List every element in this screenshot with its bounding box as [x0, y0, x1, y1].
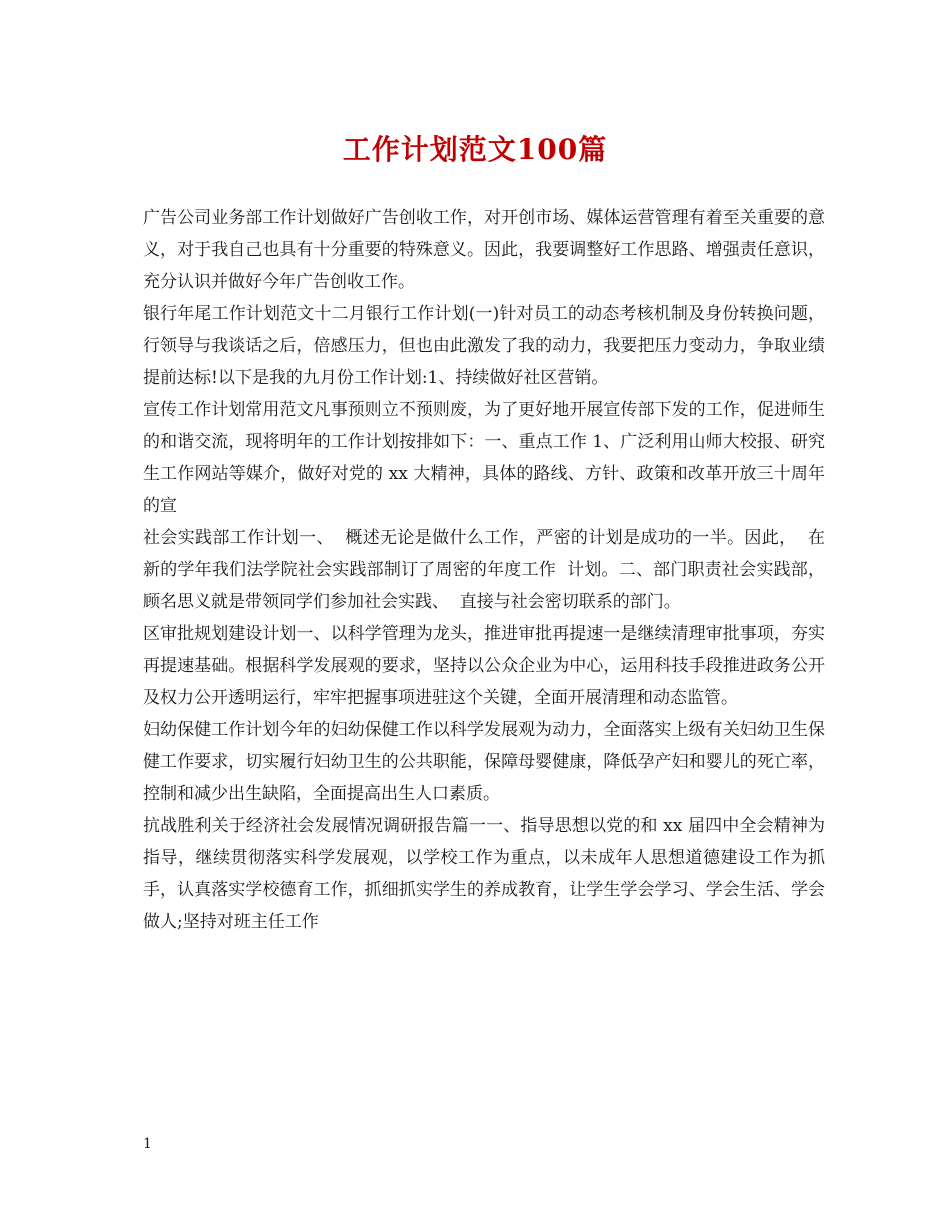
paragraph-bank-plan: 银行年尾工作计划范文十二月银行工作计划(一)针对员工的动态考核机制及身份转换问题，行领导与我谈话之后，倍感压力，但也由此激发了我的动力，我要把压力变动力，争取业绩提前达标!以下是我的九月份工作计划:1、持续做好社区营销。 [143, 304, 825, 388]
paragraph-research-report: 抗战胜利关于经济社会发展情况调研报告篇一一、指导思想以党的和 xx 届四中全会精神为指导，继续贯彻落实科学发展观，以学校工作为重点，以未成年人思想道德建设工作为抓手，认真落实学校德育工作，抓细抓实学生的养成教育，让学生学会学习、学会生活、学会做人;坚持对班主任工作 [143, 816, 825, 932]
paragraph-ad-company-plan: 广告公司业务部工作计划做好广告创收工作，对开创市场、媒体运营管理有着至关重要的意义，对于我自己也具有十分重要的特殊意义。因此，我要调整好工作思路、增强责任意识，充分认识并做好今年广告创收工作。 [143, 208, 825, 292]
paragraph-social-practice-plan: 社会实践部工作计划一、 概述无论是做什么工作，严密的计划是成功的一半。因此， 在新的学年我们法学院社会实践部制订了周密的年度工作 计划。二、部门职责社会实践部，顾名思义就是带领同学们参加社会实践、 直接与社会密切联系的部门。 [143, 528, 825, 612]
document-body [143, 202, 825, 938]
paragraph-publicity-plan: 宣传工作计划常用范文凡事预则立不预则废，为了更好地开展宣传部下发的工作，促进师生的和谐交流，现将明年的工作计划按排如下：一、重点工作 1、广泛利用山师大校报、研究生工作网站等媒介，做好对党的 xx 大精神，具体的路线、方针、政策和改革开放三十周年的宣 [143, 400, 825, 516]
document-title: 工作计划范文100篇 [342, 133, 608, 166]
paragraph-approval-planning: 区审批规划建设计划一、以科学管理为龙头，推进审批再提速一是继续清理审批事项，夯实再提速基础。根据科学发展观的要求，坚持以公众企业为中心，运用科技手段推进政务公开及权力公开透明运行，牢牢把握事项进驻这个关键，全面开展清理和动态监管。 [143, 624, 825, 708]
paragraph-maternal-health-plan: 妇幼保健工作计划今年的妇幼保健工作以科学发展观为动力，全面落实上级有关妇幼卫生保健工作要求，切实履行妇幼卫生的公共职能，保障母婴健康，降低孕产妇和婴儿的死亡率，控制和减少出生缺陷，全面提高出生人口素质。 [143, 720, 825, 804]
page-number: 1 [143, 1136, 152, 1152]
